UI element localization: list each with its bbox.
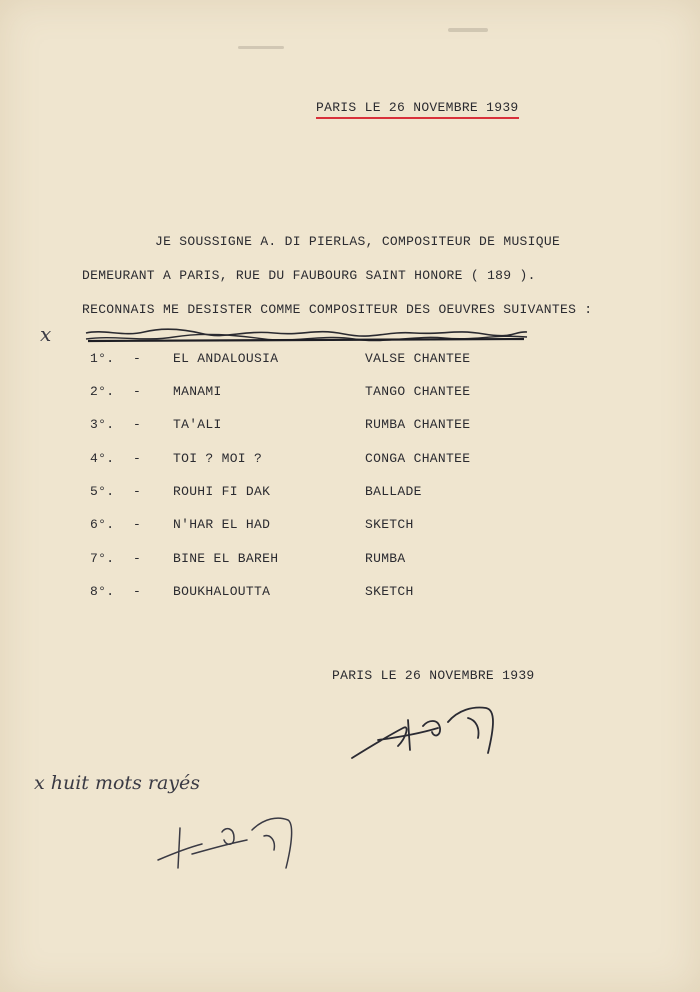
work-number: 4°. [90,451,115,466]
work-genre: TANGO CHANTEE [365,384,471,399]
work-title: ROUHI FI DAK [173,484,271,499]
work-row [0,384,700,402]
handwritten-note: x huit mots rayés [34,772,200,794]
work-number: 2°. [90,384,115,399]
work-row [0,517,700,535]
work-genre: RUMBA [365,551,406,566]
work-row [0,351,700,369]
work-row [0,484,700,502]
work-row [0,451,700,469]
work-number: 7°. [90,551,115,566]
work-genre: RUMBA CHANTEE [365,417,471,432]
work-dash: - [133,451,142,466]
work-number: 3°. [90,417,115,432]
work-dash: - [133,417,142,432]
margin-x-mark: x [40,322,52,346]
red-underline [316,117,519,119]
signature [348,698,508,768]
work-title: BOUKHALOUTTA [173,584,271,599]
signature-margin [152,810,302,880]
work-title: TOI ? MOI ? [173,451,263,466]
work-dash: - [133,484,142,499]
struck-out-line [84,325,529,347]
paragraph-line-2: DEMEURANT A PARIS, RUE DU FAUBOURG SAINT HONORE ( 189 ). [82,268,536,283]
work-title: EL ANDALOUSIA [173,351,279,366]
work-title: TA'ALI [173,417,222,432]
work-genre: SKETCH [365,517,414,532]
work-genre: BALLADE [365,484,422,499]
work-dash: - [133,584,142,599]
work-row [0,551,700,569]
work-dash: - [133,384,142,399]
header-date: PARIS LE 26 NOVEMBRE 1939 [316,100,519,115]
paragraph-line-3: RECONNAIS ME DESISTER COMME COMPOSITEUR DES OEUVRES SUIVANTES : [82,302,593,317]
work-genre: VALSE CHANTEE [365,351,471,366]
work-genre: SKETCH [365,584,414,599]
paragraph-line-1: JE SOUSSIGNE A. DI PIERLAS, COMPOSITEUR DE MUSIQUE [155,234,561,249]
footer-date: PARIS LE 26 NOVEMBRE 1939 [332,668,535,683]
work-row [0,584,700,602]
work-dash: - [133,517,142,532]
tape-mark [238,46,284,49]
work-number: 1°. [90,351,115,366]
work-dash: - [133,351,142,366]
work-genre: CONGA CHANTEE [365,451,471,466]
work-title: BINE EL BAREH [173,551,279,566]
work-number: 5°. [90,484,115,499]
work-dash: - [133,551,142,566]
work-title: N'HAR EL HAD [173,517,271,532]
tape-mark [448,28,488,32]
work-number: 8°. [90,584,115,599]
work-title: MANAMI [173,384,222,399]
work-number: 6°. [90,517,115,532]
work-row [0,417,700,435]
